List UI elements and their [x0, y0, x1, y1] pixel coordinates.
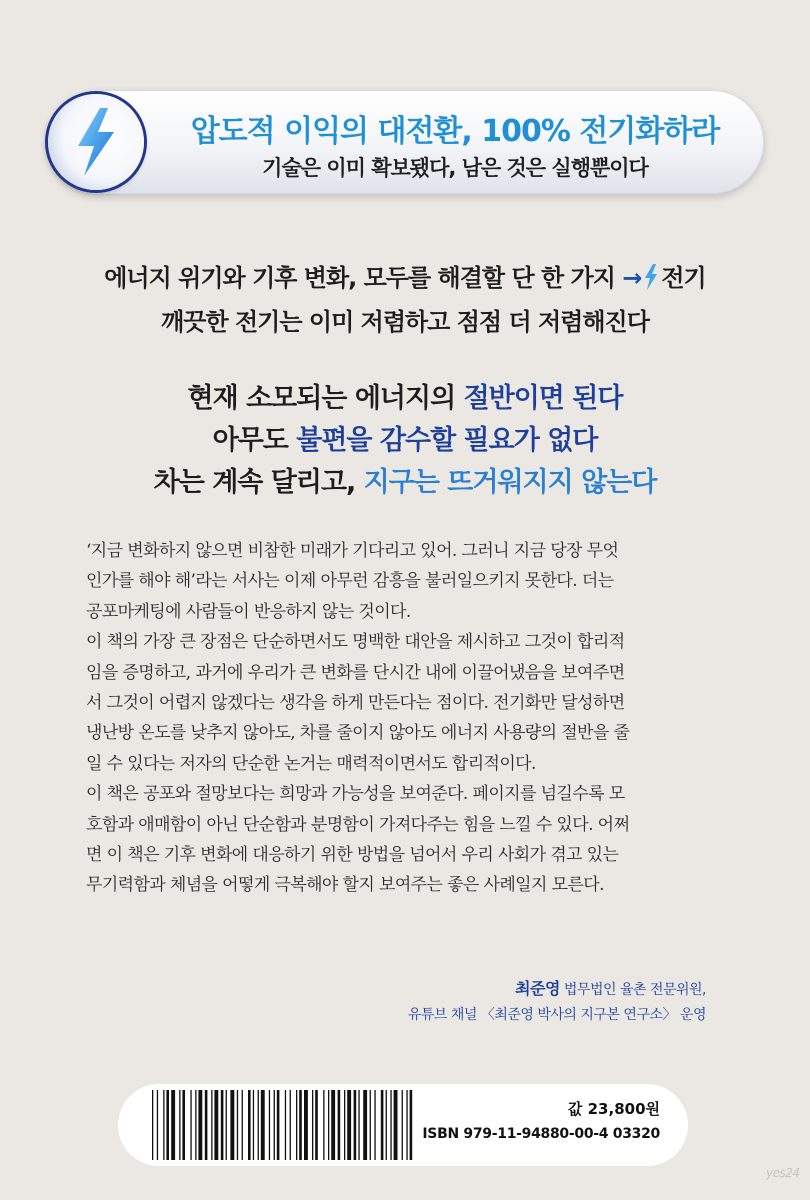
isbn-label: ISBN 979-11-94880-00-4 03320: [422, 1126, 660, 1142]
endorser-role: 법무법인 율촌 전문위원,: [563, 982, 706, 998]
quote-line: 이 책의 가장 큰 장점은 단순하면서도 명백한 대안을 제시하고 그것이 합리적: [86, 632, 625, 653]
watermark: yes24: [766, 1166, 800, 1180]
claim-3-text: 차는 계속 달리고,: [153, 467, 364, 498]
signature-line-1: [515, 976, 706, 999]
claim-1: [0, 376, 810, 415]
quote-line: 무기력함과 체념을 어떻게 극복해야 할지 보여주는 좋은 사례일지 모른다.: [86, 875, 604, 896]
quote-line: 임을 증명하고, 과거에 우리가 큰 변화를 단시간 내에 이끌어냈음을 보여주면: [86, 662, 625, 683]
lead-line-1-end: 전기: [661, 264, 706, 292]
claim-2-highlight: 불편을 감수할 필요가 없다: [296, 425, 598, 456]
quote-line: 인가를 해야 해’라는 서사는 이제 아무런 감흥을 불러일으키지 못한다. 더는: [86, 571, 614, 592]
quote-line: 면 이 책은 기후 변화에 대응하기 위한 방법을 넘어서 우리 사회가 겪고 있는: [86, 845, 619, 866]
small-bolt-icon: [643, 264, 659, 290]
claim-1-text: 현재 소모되는 에너지의: [187, 383, 464, 414]
lightning-bolt-icon: [70, 106, 122, 178]
quote-line: 냉난방 온도를 낮추지 않아도, 차를 줄이지 않아도 에너지 사용량의 절반을 줄: [86, 723, 630, 744]
lead-line-1-text: 에너지 위기와 기후 변화, 모두를 해결할 단 한 가지: [104, 264, 615, 292]
lead-line-2: 깨끗한 전기는 이미 저렴하고 점점 더 저렴해진다: [161, 308, 649, 336]
quote-line: 호함과 애매함이 아닌 단순함과 분명함이 가져다주는 힘을 느낄 수 있다. 어쩌: [86, 814, 630, 835]
claim-1-highlight: 절반이면 된다: [463, 383, 623, 414]
signature-line-2: 유튜브 채널 〈최준영 박사의 지구본 연구소〉 운영: [407, 1007, 706, 1023]
banner-title: 압도적 이익의 대전환, 100% 전기화하라: [190, 114, 720, 149]
banner-subtitle: 기술은 이미 확보됐다, 남은 것은 실행뿐이다: [262, 156, 648, 180]
claim-2-text: 아무도: [212, 425, 297, 456]
bolt-badge: [48, 94, 144, 190]
quote-line: 이 책은 공포와 절망보다는 희망과 가능성을 보여준다. 페이지를 넘길수록 모: [86, 784, 625, 805]
quote-line: ‘지금 변화하지 않으면 비참한 미래가 기다리고 있어. 그러니 지금 당장 무엇: [86, 541, 619, 561]
arrow-icon: →: [622, 264, 642, 292]
endorser-name: 최준영: [515, 979, 560, 998]
claim-3-highlight: 지구는 뜨거워지지 않는다: [363, 467, 657, 498]
quote-line: 공포마케팅에 사람들이 반응하지 않는 것이다.: [86, 601, 411, 622]
quote-line: 서 그것이 어렵지 않겠다는 생각을 하게 만든다는 점이다. 전기화만 달성하면: [86, 693, 625, 714]
quote-line: 일 수 있다는 저자의 단순한 논거는 매력적이면서도 합리적이다.: [86, 753, 536, 774]
claim-3: [0, 460, 810, 499]
lead-line-1: [0, 258, 810, 293]
endorsement-quote: [86, 536, 736, 901]
claim-2: [0, 418, 810, 457]
isbn-barcode: [150, 1090, 420, 1160]
price-label: 값 23,800원: [567, 1100, 660, 1118]
